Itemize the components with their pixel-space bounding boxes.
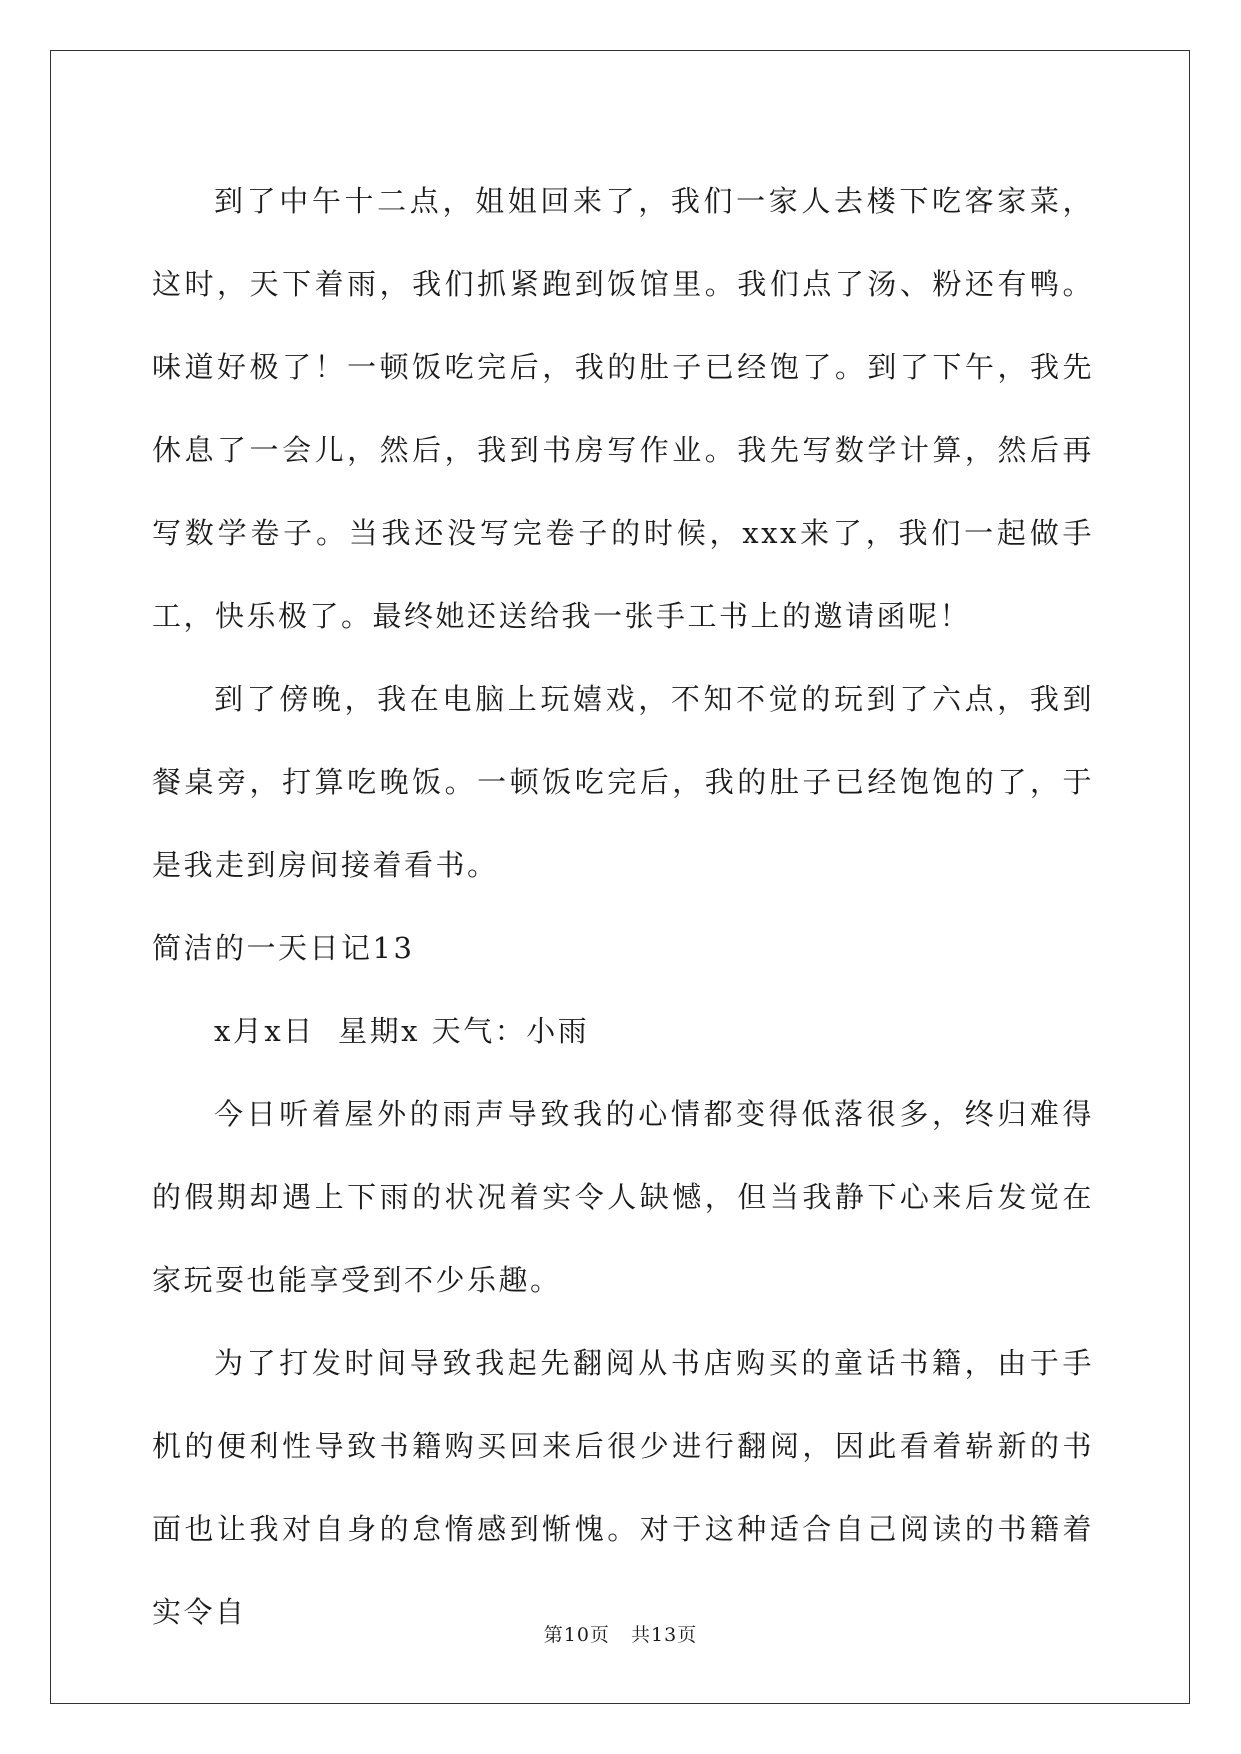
paragraph-rain: 今日听着屋外的雨声导致我的心情都变得低落很多，终归难得的假期却遇上下雨的状况着实令人缺憾，但当我静下心来后发觉在家玩耍也能享受到不少乐趣。 [152,1097,1094,1297]
paragraph-reading: 为了打发时间导致我起先翻阅从书店购买的童话书籍，由于手机的便利性导致书籍购买回来后很少进行翻阅，因此看着崭新的书面也让我对自身的怠惰感到惭愧。对于这种适合自己阅读的书籍着实令自 [152,1346,1094,1629]
date-weather-line: x月x日 星期x 天气：小雨 [214,1014,590,1048]
page-number-footer: 第10页 共13页 [543,1624,698,1646]
paragraph-evening: 到了傍晚，我在电脑上玩嬉戏，不知不觉的玩到了六点，我到餐桌旁，打算吃晚饭。一顿饭吃完后，我的肚子已经饱饱的了，于是我走到房间接着看书。 [152,682,1094,882]
document-body [152,160,1094,1654]
paragraph-lunch: 到了中午十二点，姐姐回来了，我们一家人去楼下吃客家菜，这时，天下着雨，我们抓紧跑到饭馆里。我们点了汤、粉还有鸭。味道好极了！一顿饭吃完后，我的肚子已经饱了。到了下午，我先休息了一会儿，然后，我到书房写作业。我先写数学计算，然后再写数学卷子。当我还没写完卷子的时候，xxx来了，我们一起做手工，快乐极了。最终她还送给我一张手工书上的邀请函呢！ [152,184,1094,633]
section-title: 简洁的一天日记13 [152,931,415,965]
